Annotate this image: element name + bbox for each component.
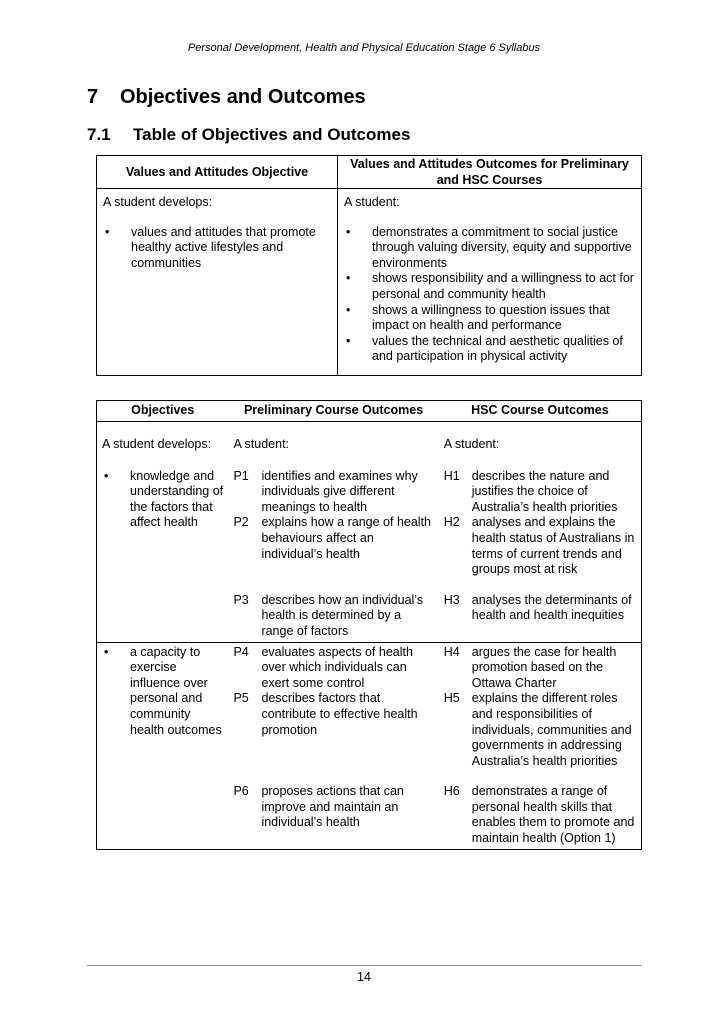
preliminary-outcome-code: P3 [233, 592, 249, 607]
running-header: Personal Development, Health and Physical Education Stage 6 Syllabus [187, 42, 541, 54]
footer-rule [87, 965, 642, 966]
preliminary-outcome-text: describes factors that contribute to effective health promotion [261, 691, 418, 737]
preliminary-outcome-code: P5 [233, 691, 249, 706]
preliminary-cell [228, 784, 438, 849]
subsection-heading [87, 125, 410, 145]
values-objective-lead: A student develops: [103, 195, 213, 209]
hsc-cell [439, 784, 642, 849]
hsc-header: HSC Course Outcomes [439, 401, 642, 422]
preliminary-outcome [233, 784, 433, 831]
preliminary-header: Preliminary Course Outcomes [228, 401, 438, 422]
subsection-number: 7.1 [87, 125, 111, 144]
preliminary-outcome-code: P4 [233, 644, 249, 659]
hsc-outcome-text: demonstrates a range of personal health skills that enables them to promote and maintain health (Option 1) [471, 784, 635, 846]
hsc-outcome [444, 784, 636, 846]
hsc-outcome [444, 645, 636, 692]
preliminary-cell [228, 593, 438, 642]
section-heading [87, 86, 366, 109]
hsc-outcome-code: H2 [443, 515, 460, 530]
values-attitudes-table [96, 155, 642, 376]
values-outcomes-header: Values and Attitudes Outcomes for Preliminary and HSC Courses [338, 156, 642, 189]
preliminary-cell [228, 642, 438, 784]
objective-cell [97, 469, 229, 593]
preliminary-outcome [233, 515, 433, 562]
preliminary-outcome-text: identifies and examines why individuals give different meanings to health [261, 468, 418, 514]
preliminary-outcome-text: proposes actions that can improve and maintain an individual’s health [261, 784, 404, 830]
preliminary-outcome-code: P1 [233, 468, 249, 483]
hsc-outcome-text: analyses the determinants of health and health inequities [471, 592, 632, 623]
hsc-outcome [444, 469, 636, 516]
hsc-outcome [444, 515, 636, 577]
values-outcome-item: • shows a willingness to question issues that impact on health and performance [344, 303, 635, 334]
preliminary-cell [228, 469, 438, 593]
hsc-cell [439, 469, 642, 593]
page-number: 14 [357, 970, 371, 984]
hsc-outcome-code: H3 [443, 592, 460, 607]
preliminary-outcome-text: describes how an individual’s health is determined by a range of factors [261, 592, 424, 638]
outcomes-row [97, 784, 642, 849]
values-objective-header: Values and Attitudes Objective [97, 156, 338, 189]
objective-cell [97, 642, 229, 784]
preliminary-outcome-text: explains how a range of health behaviours affect an individual’s health [261, 515, 431, 561]
hsc-lead: A student: [443, 437, 500, 451]
preliminary-outcome [233, 593, 433, 640]
hsc-outcome-code: H5 [443, 691, 460, 706]
preliminary-outcome-code: P2 [233, 515, 249, 530]
outcomes-row [97, 593, 642, 642]
objectives-header: Objectives [97, 401, 229, 422]
hsc-outcome-text: explains the different roles and responsibilities of individuals, communities and governments in addressing Australia’s health priorities [471, 691, 632, 768]
objective-cell [97, 784, 229, 849]
values-outcomes-list [344, 225, 635, 365]
section-title: Objectives and Outcomes [120, 86, 366, 108]
values-outcome-item: • values the technical and aesthetic qualities of and participation in physical activity [344, 334, 635, 365]
preliminary-outcome [233, 691, 433, 738]
preliminary-lead: A student: [233, 437, 290, 451]
subsection-title: Table of Objectives and Outcomes [133, 125, 411, 144]
hsc-outcome-code: H6 [443, 784, 460, 799]
objective-cell [97, 593, 229, 642]
values-objective-list [103, 225, 331, 272]
preliminary-outcome [233, 645, 433, 692]
hsc-cell [439, 593, 642, 642]
objectives-outcomes-table [96, 400, 642, 850]
values-outcome-item: • shows responsibility and a willingness to act for personal and community health [344, 271, 635, 302]
hsc-cell [439, 642, 642, 784]
preliminary-outcome-text: evaluates aspects of health over which individuals can exert some control [261, 644, 413, 690]
values-outcomes-cell [338, 189, 642, 376]
hsc-outcome-code: H4 [443, 644, 460, 659]
outcomes-row [97, 469, 642, 593]
values-outcome-item: • demonstrates a commitment to social justice through valuing diversity, equity and supportive environments [344, 225, 635, 272]
outcomes-row [97, 642, 642, 784]
hsc-outcome [444, 691, 636, 769]
values-objective-item: • values and attitudes that promote healthy active lifestyles and communities [103, 225, 331, 272]
objective-item: • a capacity to exercise influence over personal and community health outcomes [102, 645, 223, 739]
objective-list [102, 469, 223, 531]
objective-item: • knowledge and understanding of the factors that affect health [102, 469, 223, 531]
values-outcomes-lead: A student: [344, 195, 400, 209]
objectives-lead: A student develops: [102, 437, 212, 451]
hsc-outcome-text: argues the case for health promotion based on the Ottawa Charter [471, 644, 617, 690]
section-number: 7 [87, 86, 99, 108]
hsc-outcome-text: analyses and explains the health status of Australians in terms of current trends and groups most at risk [471, 515, 635, 577]
hsc-outcome [444, 593, 636, 624]
objective-list [102, 645, 223, 739]
preliminary-outcome-code: P6 [233, 784, 249, 799]
values-objective-cell [97, 189, 338, 376]
hsc-outcome-code: H1 [443, 468, 460, 483]
hsc-outcome-text: describes the nature and justifies the choice of Australia’s health priorities [471, 468, 618, 514]
preliminary-outcome [233, 469, 433, 516]
